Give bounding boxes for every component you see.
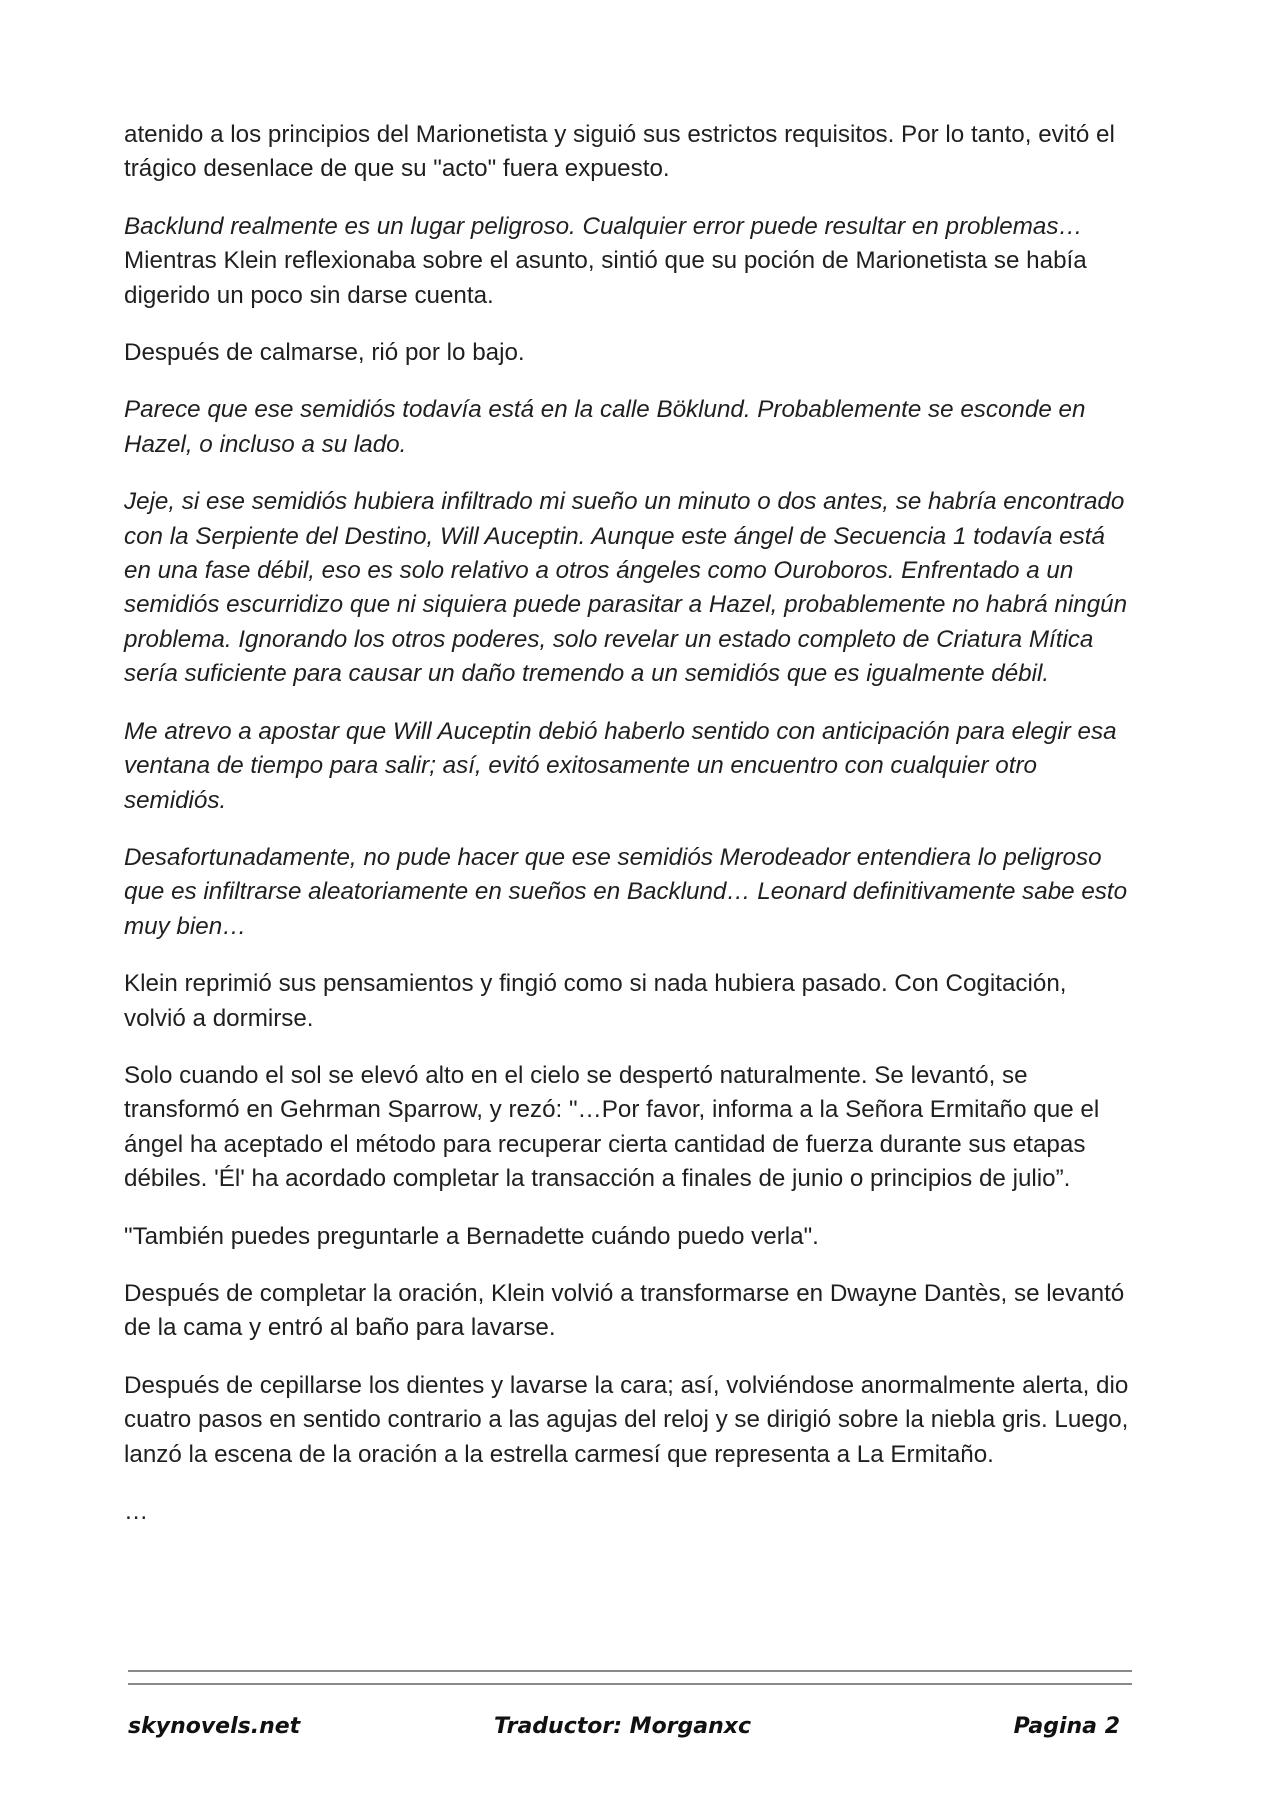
document-body [124,118,1134,1529]
italic-text-segment: Desafortunadamente, no pude hacer que ese semidiós Merodeador entendiera lo peligroso que es infiltrarse aleatoriamente en sueños en Backlund… Leonard definitivamente sabe esto muy bien… [124,843,1128,940]
italic-text-segment: Jeje, si ese semidiós hubiera infiltrado mi sueño un minuto o dos antes, se habría encontrado con la Serpiente del Destino, Will Auceptin. Aunque este ángel de Secuencia 1 todavía está en una fase débil, eso es solo relativo a otros ángeles como Ouroboros. Enfrentado a un semidiós escurridizo que ni siquiera puede parasitar a Hazel, probablemente no habrá ningún problema. Ignorando los otros poderes, solo revelar un estado completo de Criatura Mítica sería suficiente para causar un daño tremendo a un semidiós que es igualmente débil. [124,488,1128,688]
paragraph [124,210,1134,313]
footer-translator: Traductor: Morganxc [494,1714,752,1739]
paragraph [124,485,1134,691]
paragraph [124,118,1134,187]
paragraph [124,1277,1134,1346]
scene-break-ellipsis: … [124,1498,149,1525]
paragraph [124,1369,1134,1472]
paragraph [124,1220,1134,1254]
text-segment: Después de cepillarse los dientes y lavarse la cara; así, volviéndose anormalmente alerta, dio cuatro pasos en sentido contrario a las agujas del reloj y se dirigió sobre la niebla gris. Luego, lanzó la escena de la oración a la estrella carmesí que representa a La Ermitaño. [124,1371,1129,1468]
text-segment: Klein reprimió sus pensamientos y fingió como si nada hubiera pasado. Con Cogitación, volvió a dormirse. [124,970,1067,1032]
italic-text-segment: Parece que ese semidiós todavía está en la calle Böklund. Probablemente se esconde en Hazel, o incluso a su lado. [124,396,1086,458]
footer-divider-bottom [128,1683,1132,1685]
text-segment: atenido a los principios del Marionetista y siguió sus estrictos requisitos. Por lo tanto, evitó el trágico desenlace de que su "acto" fuera expuesto. [124,121,1115,183]
footer-page-number: Pagina 2 [1013,1714,1120,1739]
text-segment: Después de calmarse, rió por lo bajo. [124,339,525,367]
text-segment: Mientras Klein reflexionaba sobre el asunto, sintió que su poción de Marionetista se había digerido un poco sin darse cuenta. [124,247,1087,309]
text-segment: "También puedes preguntarle a Bernadette cuándo puedo verla". [124,1222,819,1250]
paragraph-list [124,118,1134,1472]
paragraph [124,715,1134,818]
text-segment: Después de completar la oración, Klein volvió a transformarse en Dwayne Dantès, se levantó de la cama y entró al baño para lavarse. [124,1279,1125,1342]
paragraph [124,336,1134,370]
paragraph [124,1059,1134,1197]
paragraph [124,841,1134,944]
italic-text-segment: Backlund realmente es un lugar peligroso. Cualquier error puede resultar en problemas… [124,212,1083,240]
paragraph [124,967,1134,1036]
text-segment: Solo cuando el sol se elevó alto en el cielo se despertó naturalmente. Se levantó, se transformó en Gehrman Sparrow, y rezó: "…Por favor, informa a la Señora Ermitaño que el ángel ha aceptado el método para recuperar cierta cantidad de fuerza durante sus etapas débiles. 'Él' ha acordado completar la transacción a finales de junio o principios de julio”. [124,1061,1100,1193]
paragraph [124,393,1134,462]
footer-divider-top [128,1670,1132,1672]
italic-text-segment: Me atrevo a apostar que Will Auceptin debió haberlo sentido con anticipación para elegir esa ventana de tiempo para salir; así, evitó exitosamente un encuentro con cualquier otro semidiós. [124,717,1117,814]
footer-site: skynovels.net [128,1714,301,1739]
